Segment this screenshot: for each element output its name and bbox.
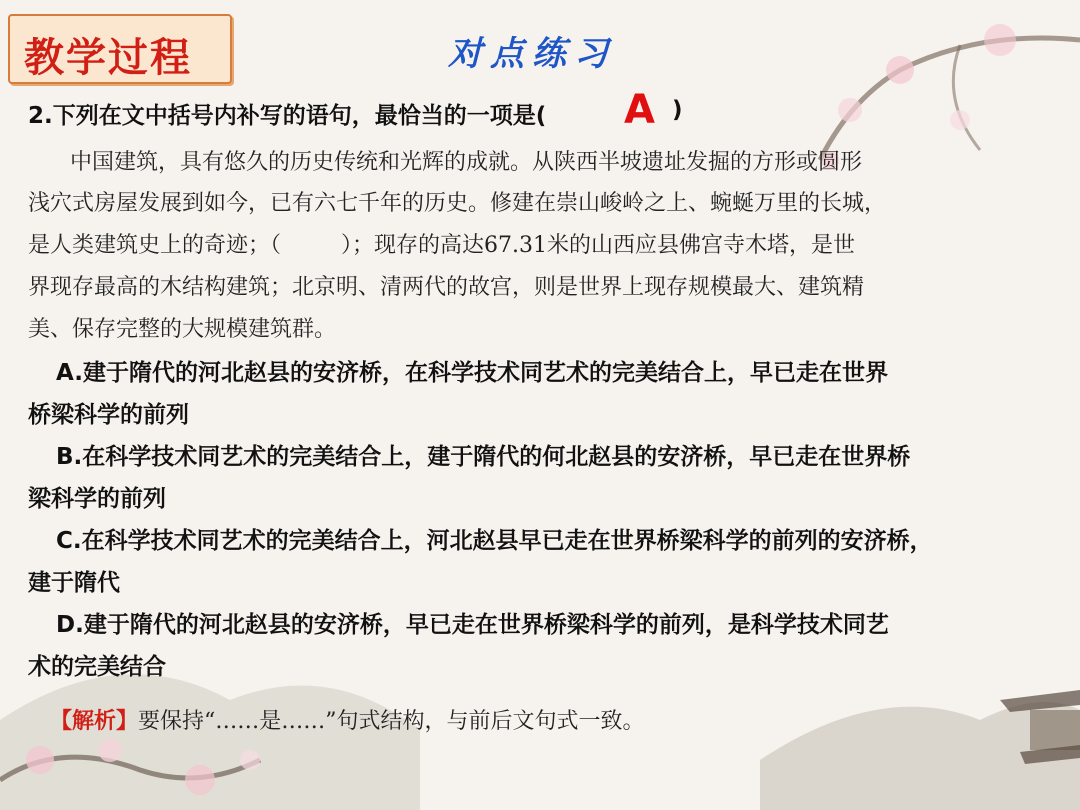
analysis [50, 704, 645, 735]
passage-line-4: 界现存最高的木结构建筑；北京明、清两代的故宫，则是世界上现存规模最大、建筑精 [28, 275, 865, 300]
option-d-line-2: 术的完美结合 [28, 654, 166, 680]
option-b-line-1: B.在科学技术同艺术的完美结合上，建于隋代的何北赵县的安济桥，早已走在世界桥 [56, 444, 911, 470]
passage-line-3-before: 是人类建筑史上的奇迹；（ [28, 233, 282, 258]
analysis-text: 要保持“……是……”句式结构，与前后文句式一致。 [138, 709, 645, 734]
analysis-tag: 【解析】 [50, 709, 139, 734]
option-d-line-1: D.建于隋代的河北赵县的安济桥，早已走在世界桥梁科学的前列，是科学技术同艺 [56, 612, 889, 638]
passage-line-1: 中国建筑，具有悠久的历史传统和光辉的成就。从陕西半坡遗址发掘的方形或圆形 [70, 150, 863, 175]
option-a-line-1: A.建于隋代的河北赵县的安济桥，在科学技术同艺术的完美结合上，早已走在世界 [56, 360, 888, 386]
passage-line-3 [28, 228, 1058, 259]
option-c-line-2: 建于隋代 [28, 570, 120, 596]
passage-line-3-after: ）；现存的高达67.31米的山西应县佛宫寺木塔，是世 [341, 233, 855, 258]
answer-letter: A [624, 87, 655, 133]
option-b-line-2: 梁科学的前列 [28, 486, 166, 512]
passage-line-5: 美、保存完整的大规模建筑群。 [28, 317, 337, 342]
question-prompt: 2.下列在文中括号内补写的语句，最恰当的一项是( [28, 103, 547, 129]
section-badge [8, 14, 232, 84]
question-close-paren: ) [672, 97, 683, 123]
section-badge-label: 教学过程 [24, 35, 192, 81]
option-a-line-2: 桥梁科学的前列 [28, 402, 189, 428]
passage-line-2: 浅穴式房屋发展到如今，已有六七千年的历史。修建在崇山峻岭之上、蜿蜒万里的长城， [28, 191, 887, 216]
page-title: 对点练习 [448, 34, 616, 74]
option-c-line-1: C.在科学技术同艺术的完美结合上，河北赵县早已走在世界桥梁科学的前列的安济桥， [56, 528, 933, 554]
